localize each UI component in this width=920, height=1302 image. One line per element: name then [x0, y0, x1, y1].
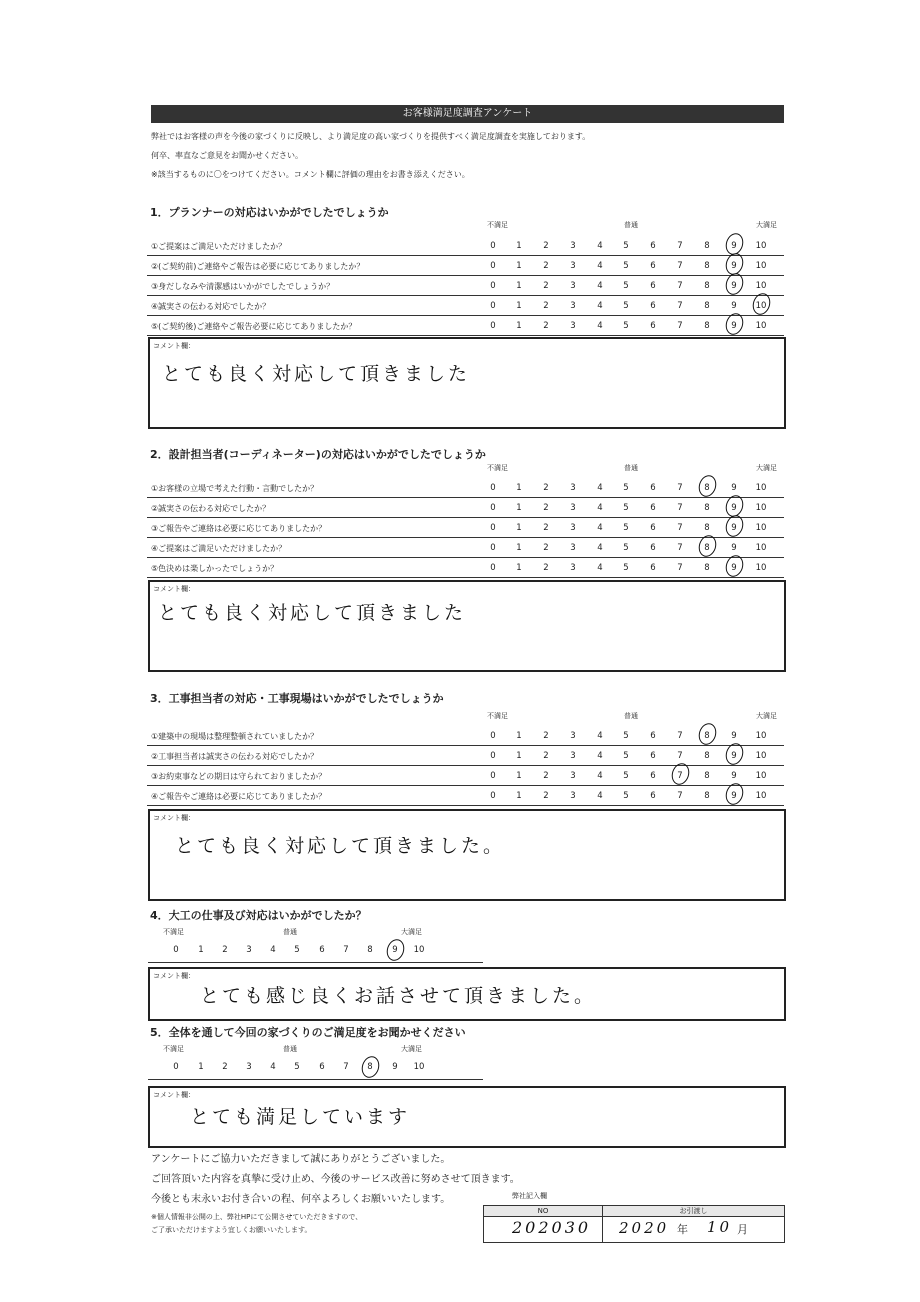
- handover-cell: [603, 1217, 784, 1242]
- handwritten-comment: とても満足しています: [190, 1106, 411, 1128]
- scale-number: 5: [623, 751, 629, 761]
- scale-number: 0: [490, 503, 496, 513]
- scale-number: 9: [731, 281, 737, 291]
- question-text: ①建築中の現場は整理整頓されていましたか？: [151, 732, 319, 741]
- scale-number: 7: [677, 241, 683, 251]
- scale-number: 4: [597, 543, 603, 553]
- section-title: 2．設計担当者(コーディネーター)の対応はいかがでしたでしょうか: [150, 448, 486, 461]
- handwritten-comment: とても良く対応して頂きました: [162, 363, 471, 385]
- scale-number: 2: [543, 503, 549, 513]
- comment-label: コメント欄：: [153, 585, 195, 593]
- scale-number: 6: [650, 503, 656, 513]
- scale-number: 5: [623, 791, 629, 801]
- scale-number: 3: [570, 751, 576, 761]
- scale-number: 5: [623, 261, 629, 271]
- scale-mid-label: 普通: [283, 928, 297, 936]
- scale-number: 3: [570, 503, 576, 513]
- scale-number: 10: [755, 301, 767, 311]
- question-row: [147, 295, 784, 316]
- scale-number: 7: [677, 523, 683, 533]
- scale-number: 0: [173, 1062, 179, 1072]
- handover-year: 2020: [619, 1219, 670, 1237]
- answer-circle-mark: [723, 513, 746, 539]
- scale-number: 10: [755, 261, 767, 271]
- scale-number: 10: [755, 281, 767, 291]
- scale-number: 1: [516, 791, 522, 801]
- scale-number: 0: [490, 523, 496, 533]
- scale-number: 2: [543, 771, 549, 781]
- scale-number: 1: [516, 731, 522, 741]
- question-text: ⑤色決めは楽しかったでしょうか？: [151, 564, 279, 573]
- question-row: [147, 765, 784, 786]
- scale-number: 2: [543, 523, 549, 533]
- scale-number: 9: [731, 301, 737, 311]
- scale-number: 2: [543, 321, 549, 331]
- scale-number: 3: [570, 771, 576, 781]
- privacy-note: ご了承いただけますよう宜しくお願いいたします。: [151, 1226, 312, 1234]
- scale-number: 5: [623, 771, 629, 781]
- scale-number: 4: [597, 791, 603, 801]
- question-text: ④ご報告やご連絡は必要に応じてありましたか？: [151, 792, 327, 801]
- scale-number: 7: [677, 771, 683, 781]
- scale-number: 9: [731, 543, 737, 553]
- scale-number: 2: [543, 731, 549, 741]
- scale-number: 9: [392, 1062, 398, 1072]
- privacy-note: ※個人情報非公開の上、弊社HPにて公開させていただきますので、: [151, 1213, 363, 1221]
- answer-circle-mark: [723, 553, 746, 579]
- scale-number: 6: [650, 483, 656, 493]
- scale-number: 1: [516, 261, 522, 271]
- scale-number: 7: [343, 945, 349, 955]
- scale-number: 2: [543, 563, 549, 573]
- scale-number: 6: [650, 321, 656, 331]
- scale-number: 2: [543, 301, 549, 311]
- scale-number: 5: [623, 321, 629, 331]
- scale-number: 6: [650, 563, 656, 573]
- scale-low-label: 不満足: [487, 221, 508, 229]
- scale-number: 3: [570, 523, 576, 533]
- scale-number: 0: [490, 241, 496, 251]
- scale-number: 10: [755, 241, 767, 251]
- scale-number: 9: [731, 771, 737, 781]
- scale-number: 8: [704, 483, 710, 493]
- scale-number: 9: [392, 945, 398, 955]
- question-text: ⑤(ご契約後)ご連絡やご報告必要に応じてありましたか？: [151, 322, 357, 331]
- year-unit: 年: [677, 1223, 688, 1236]
- scale-number: 10: [413, 1062, 425, 1072]
- scale-number: 6: [650, 543, 656, 553]
- scale-number: 6: [650, 281, 656, 291]
- scale-number: 2: [222, 1062, 228, 1072]
- no-cell: [484, 1217, 603, 1242]
- scale-number: 4: [597, 771, 603, 781]
- scale-number: 9: [731, 503, 737, 513]
- scale-number: 10: [755, 523, 767, 533]
- question-text: ②(ご契約前)ご連絡やご報告は必要に応じてありましたか？: [151, 262, 365, 271]
- question-row: [147, 537, 784, 558]
- scale-number: 8: [704, 751, 710, 761]
- scale-high-label: 大満足: [756, 712, 777, 720]
- scale-number: 5: [623, 731, 629, 741]
- scale-number: 3: [570, 301, 576, 311]
- intro-line: 何卒、率直なご意見をお聞かせください。: [151, 151, 303, 160]
- scale-number: 7: [677, 791, 683, 801]
- scale-number: 0: [490, 281, 496, 291]
- scale-number: 3: [570, 791, 576, 801]
- comment-box: [148, 967, 786, 1021]
- scale-number: 9: [731, 241, 737, 251]
- scale-number: 6: [650, 771, 656, 781]
- question-text: ④誠実さの伝わる対応でしたか？: [151, 302, 271, 311]
- question-row: [147, 275, 784, 296]
- scale-number: 7: [677, 321, 683, 331]
- scale-number: 8: [367, 945, 373, 955]
- scale-number: 4: [597, 523, 603, 533]
- scale-number: 1: [516, 563, 522, 573]
- scale-number: 4: [270, 1062, 276, 1072]
- answer-circle-mark: [723, 741, 746, 767]
- scale-number: 8: [367, 1062, 373, 1072]
- scale-number: 3: [570, 261, 576, 271]
- scale-number: 2: [543, 241, 549, 251]
- scale-number: 0: [173, 945, 179, 955]
- scale-high-label: 大満足: [401, 1045, 422, 1053]
- handwritten-comment: とても感じ良くお話させて頂きました。: [200, 985, 597, 1007]
- scale-number: 1: [516, 503, 522, 513]
- scale-number: 4: [597, 751, 603, 761]
- answer-circle-mark: [723, 311, 746, 337]
- scale-number: 2: [543, 751, 549, 761]
- scale-number: 5: [294, 1062, 300, 1072]
- scale-number: 8: [704, 563, 710, 573]
- scale-number: 2: [543, 261, 549, 271]
- scale-number: 6: [319, 945, 325, 955]
- scale-number: 7: [343, 1062, 349, 1072]
- scale-underline: [148, 1079, 483, 1080]
- month-unit: 月: [737, 1223, 748, 1236]
- scale-number: 8: [704, 731, 710, 741]
- scale-number: 5: [623, 503, 629, 513]
- scale-number: 4: [597, 241, 603, 251]
- scale-number: 10: [755, 731, 767, 741]
- scale-mid-label: 普通: [624, 712, 638, 720]
- scale-number: 3: [246, 1062, 252, 1072]
- scale-number: 7: [677, 731, 683, 741]
- question-text: ③身だしなみや清潔感はいかがでしたでしょうか？: [151, 282, 335, 291]
- scale-number: 6: [650, 731, 656, 741]
- no-header: NO: [484, 1206, 603, 1217]
- scale-number: 9: [731, 731, 737, 741]
- scale-number: 10: [755, 771, 767, 781]
- intro-line: 弊社ではお客様の声を今後の家づくりに反映し、より満足度の高い家づくりを提供すべく満足度調査を実施しております。: [151, 132, 591, 141]
- scale-number: 7: [677, 503, 683, 513]
- handover-header: お引渡し: [603, 1206, 784, 1217]
- scale-number: 1: [516, 301, 522, 311]
- scale-mid-label: 普通: [624, 221, 638, 229]
- question-row: [147, 255, 784, 276]
- scale-high-label: 大満足: [756, 464, 777, 472]
- comment-box: [148, 1086, 786, 1148]
- scale-number: 1: [516, 281, 522, 291]
- scale-number: 5: [623, 523, 629, 533]
- scale-number: 3: [570, 483, 576, 493]
- scale-low-label: 不満足: [163, 1045, 184, 1053]
- scale-number: 0: [490, 771, 496, 781]
- question-text: ③ご報告やご連絡は必要に応じてありましたか？: [151, 524, 327, 533]
- comment-label: コメント欄：: [153, 814, 195, 822]
- scale-number: 2: [543, 791, 549, 801]
- scale-number: 8: [704, 261, 710, 271]
- answer-circle-mark: [384, 937, 407, 963]
- scale-low-label: 不満足: [163, 928, 184, 936]
- scale-number: 9: [731, 261, 737, 271]
- closing-line: ご回答頂いた内容を真摯に受け止め、今後のサービス改善に努めさせて頂きます。: [151, 1174, 520, 1185]
- scale-number: 5: [623, 241, 629, 251]
- comment-label: コメント欄：: [153, 342, 195, 350]
- scale-number: 3: [570, 731, 576, 741]
- scale-number: 0: [490, 261, 496, 271]
- scale-number: 8: [704, 791, 710, 801]
- answer-circle-mark: [750, 291, 773, 317]
- scale-number: 9: [731, 563, 737, 573]
- comment-box: [148, 580, 786, 672]
- scale-number: 0: [490, 791, 496, 801]
- scale-low-label: 不満足: [487, 712, 508, 720]
- closing-line: アンケートにご協力いただきまして誠にありがとうございました。: [151, 1154, 451, 1165]
- scale-number: 2: [543, 543, 549, 553]
- scale-number: 2: [222, 945, 228, 955]
- scale-number: 5: [623, 483, 629, 493]
- scale-number: 0: [490, 483, 496, 493]
- question-text: ③お約束事などの期日は守られておりましたか？: [151, 772, 327, 781]
- scale-number: 7: [677, 281, 683, 291]
- scale-number: 3: [570, 241, 576, 251]
- office-use-box: [483, 1205, 785, 1243]
- answer-circle-mark: [723, 271, 746, 297]
- scale-number: 3: [570, 543, 576, 553]
- scale-low-label: 不満足: [487, 464, 508, 472]
- answer-circle-mark: [696, 721, 719, 747]
- scale-number: 3: [570, 563, 576, 573]
- scale-number: 5: [294, 945, 300, 955]
- scale-number: 5: [623, 543, 629, 553]
- scale-number: 2: [543, 281, 549, 291]
- scale-number: 2: [543, 483, 549, 493]
- question-row: [147, 235, 784, 256]
- scale-number: 8: [704, 523, 710, 533]
- question-row: [147, 745, 784, 766]
- scale-number: 0: [490, 751, 496, 761]
- question-row: [147, 517, 784, 538]
- question-row: [147, 557, 784, 578]
- page-title: お客様満足度調査アンケート: [151, 105, 784, 123]
- scale-number: 8: [704, 281, 710, 291]
- question-row: [147, 785, 784, 806]
- scale-number: 0: [490, 543, 496, 553]
- question-row: [147, 477, 784, 498]
- scale-number: 7: [677, 483, 683, 493]
- question-row: [147, 497, 784, 518]
- scale-number: 6: [650, 791, 656, 801]
- office-use-label: 弊社記入欄: [512, 1192, 547, 1200]
- section-title: 3．工事担当者の対応・工事現場はいかがでしたでしょうか: [150, 692, 444, 705]
- question-row: [147, 725, 784, 746]
- scale-number: 0: [490, 321, 496, 331]
- scale-number: 10: [755, 563, 767, 573]
- scale-number: 1: [516, 543, 522, 553]
- question-text: ①お客様の立場で考えた行動・言動でしたか？: [151, 484, 319, 493]
- section-title: 5．全体を通して今回の家づくりのご満足度をお聞かせください: [150, 1026, 466, 1039]
- question-text: ②工事担当者は誠実さの伝わる対応でしたか？: [151, 752, 319, 761]
- scale-number: 10: [755, 321, 767, 331]
- answer-circle-mark: [359, 1054, 382, 1080]
- scale-number: 8: [704, 543, 710, 553]
- scale-number: 8: [704, 503, 710, 513]
- scale-number: 10: [755, 791, 767, 801]
- closing-line: 今後とも末永いお付き合いの程、何卒よろしくお願いいたします。: [151, 1194, 451, 1205]
- scale-number: 3: [246, 945, 252, 955]
- question-row: [147, 315, 784, 336]
- scale-number: 1: [198, 945, 204, 955]
- scale-number: 3: [570, 281, 576, 291]
- scale-number: 10: [755, 751, 767, 761]
- scale-mid-label: 普通: [624, 464, 638, 472]
- section-title: 1．プランナーの対応はいかがでしたでしょうか: [150, 206, 389, 219]
- scale-number: 9: [731, 751, 737, 761]
- scale-number: 8: [704, 301, 710, 311]
- scale-number: 7: [677, 563, 683, 573]
- scale-number: 6: [650, 523, 656, 533]
- comment-label: コメント欄：: [153, 972, 195, 980]
- scale-number: 4: [597, 301, 603, 311]
- question-text: ②誠実さの伝わる対応でしたか？: [151, 504, 271, 513]
- scale-number: 10: [413, 945, 425, 955]
- handover-month: 10: [707, 1218, 733, 1236]
- scale-number: 5: [623, 281, 629, 291]
- scale-number: 8: [704, 241, 710, 251]
- answer-circle-mark: [696, 533, 719, 559]
- scale-number: 8: [704, 321, 710, 331]
- scale-number: 0: [490, 731, 496, 741]
- scale-underline: [148, 962, 483, 963]
- scale-number: 4: [597, 503, 603, 513]
- no-value: 202030: [512, 1218, 592, 1237]
- scale-mid-label: 普通: [283, 1045, 297, 1053]
- scale-number: 7: [677, 543, 683, 553]
- scale-number: 4: [597, 321, 603, 331]
- scale-number: 7: [677, 751, 683, 761]
- handwritten-comment: とても良く対応して頂きました: [158, 602, 467, 624]
- scale-high-label: 大満足: [401, 928, 422, 936]
- scale-number: 4: [597, 261, 603, 271]
- scale-number: 6: [319, 1062, 325, 1072]
- scale-number: 1: [516, 523, 522, 533]
- scale-number: 8: [704, 771, 710, 781]
- scale-number: 6: [650, 751, 656, 761]
- scale-number: 1: [516, 751, 522, 761]
- scale-number: 10: [755, 503, 767, 513]
- scale-number: 7: [677, 261, 683, 271]
- scale-number: 5: [623, 301, 629, 311]
- comment-label: コメント欄：: [153, 1091, 195, 1099]
- answer-circle-mark: [669, 761, 692, 787]
- handwritten-comment: とても良く対応して頂きました。: [175, 835, 506, 857]
- question-text: ①ご提案はご満足いただけましたか？: [151, 242, 287, 251]
- scale-number: 4: [597, 731, 603, 741]
- scale-number: 9: [731, 483, 737, 493]
- scale-number: 4: [597, 563, 603, 573]
- scale-number: 7: [677, 301, 683, 311]
- scale-number: 6: [650, 241, 656, 251]
- scale-number: 4: [597, 281, 603, 291]
- scale-number: 9: [731, 321, 737, 331]
- scale-number: 5: [623, 563, 629, 573]
- scale-number: 4: [597, 483, 603, 493]
- scale-number: 9: [731, 791, 737, 801]
- scale-number: 1: [516, 241, 522, 251]
- scale-number: 1: [516, 483, 522, 493]
- intro-line: ※該当するものに〇をつけてください。コメント欄に評価の理由をお書き添えください。: [151, 170, 470, 179]
- comment-box: [148, 809, 786, 901]
- scale-number: 10: [755, 543, 767, 553]
- scale-number: 6: [650, 261, 656, 271]
- scale-number: 4: [270, 945, 276, 955]
- section-title: 4．大工の仕事及び対応はいかがでしたか？: [150, 909, 367, 922]
- comment-box: [148, 337, 786, 429]
- scale-number: 6: [650, 301, 656, 311]
- scale-number: 0: [490, 301, 496, 311]
- scale-number: 1: [516, 771, 522, 781]
- answer-circle-mark: [696, 473, 719, 499]
- scale-high-label: 大満足: [756, 221, 777, 229]
- answer-circle-mark: [723, 781, 746, 807]
- scale-number: 1: [516, 321, 522, 331]
- question-text: ④ご提案はご満足いただけましたか？: [151, 544, 287, 553]
- scale-number: 9: [731, 523, 737, 533]
- scale-number: 1: [198, 1062, 204, 1072]
- scale-number: 3: [570, 321, 576, 331]
- scale-number: 0: [490, 563, 496, 573]
- scale-number: 10: [755, 483, 767, 493]
